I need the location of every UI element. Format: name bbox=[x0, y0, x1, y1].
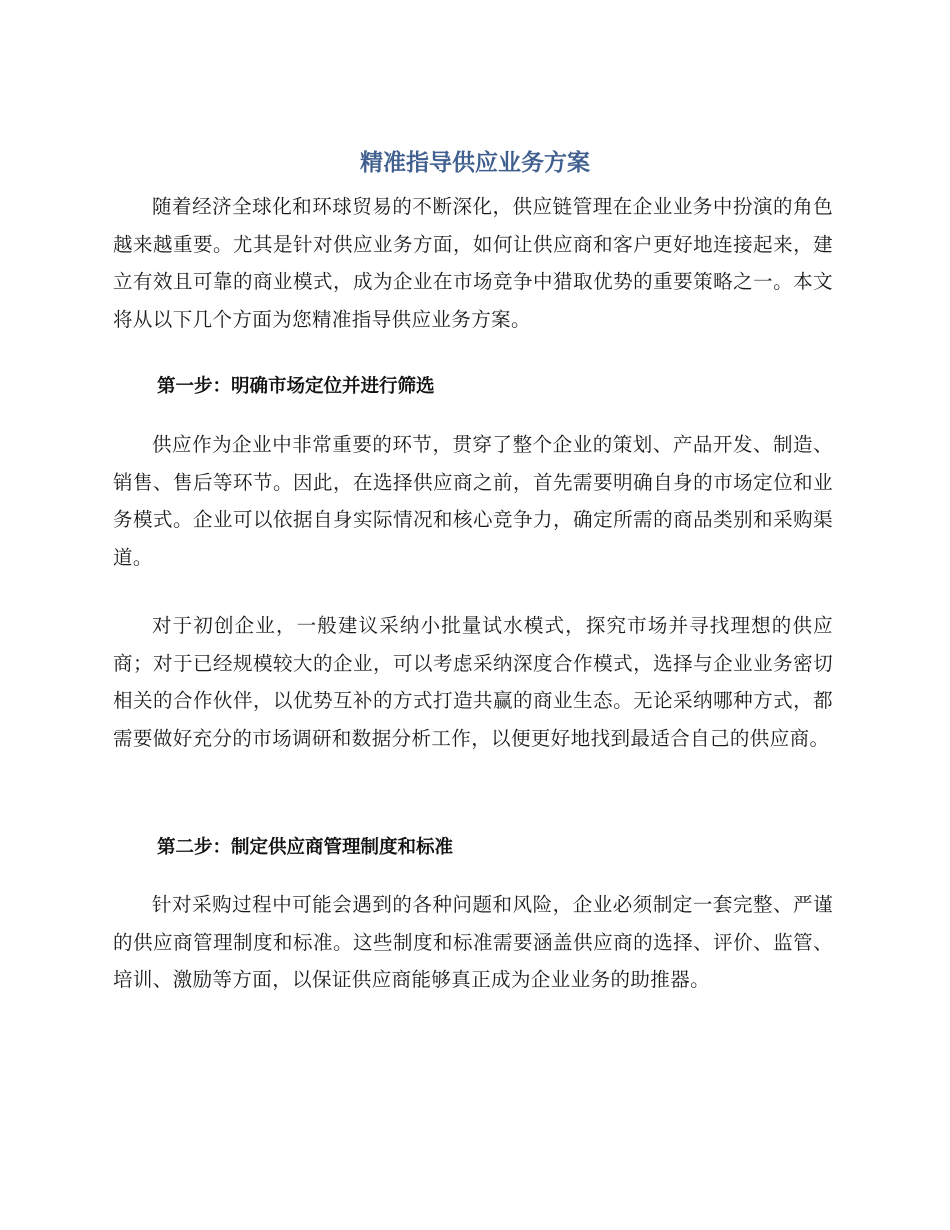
intro-paragraph: 随着经济全球化和环球贸易的不断深化，供应链管理在企业业务中扮演的角色越来越重要。尤其是针对供应业务方面，如何让供应商和客户更好地连接起来，建立有效且可靠的商业模式，成为企业在市场竞争中猎取优势的重要策略之一。本文将从以下几个方面为您精准指导供应业务方案。 bbox=[113, 195, 833, 331]
step1-paragraph-2: 对于初创企业，一般建议采纳小批量试水模式，探究市场并寻找理想的供应商；对于已经规模较大的企业，可以考虑采纳深度合作模式，选择与企业业务密切相关的合作伙伴，以优势互补的方式打造共赢的商业生态。无论采纳哪种方式，都需要做好充分的市场调研和数据分析工作，以便更好地找到最适合自己的供应商。 bbox=[113, 614, 833, 750]
step2-heading: 第二步：制定供应商管理制度和标准 bbox=[157, 837, 454, 858]
step2-paragraph-1: 针对采购过程中可能会遇到的各种问题和风险，企业必须制定一套完整、严谨的供应商管理制度和标准。这些制度和标准需要涵盖供应商的选择、评价、监管、培训、激励等方面，以保证供应商能够真正成为企业业务的助推器。 bbox=[113, 893, 833, 991]
step1-heading: 第一步：明确市场定位并进行筛选 bbox=[157, 376, 435, 397]
document-title: 精准指导供应业务方案 bbox=[360, 150, 590, 176]
step1-paragraph-1: 供应作为企业中非常重要的环节，贯穿了整个企业的策划、产品开发、制造、销售、售后等环节。因此，在选择供应商之前，首先需要明确自身的市场定位和业务模式。企业可以依据自身实际情况和核心竞争力，确定所需的商品类别和采购渠道。 bbox=[113, 433, 833, 569]
